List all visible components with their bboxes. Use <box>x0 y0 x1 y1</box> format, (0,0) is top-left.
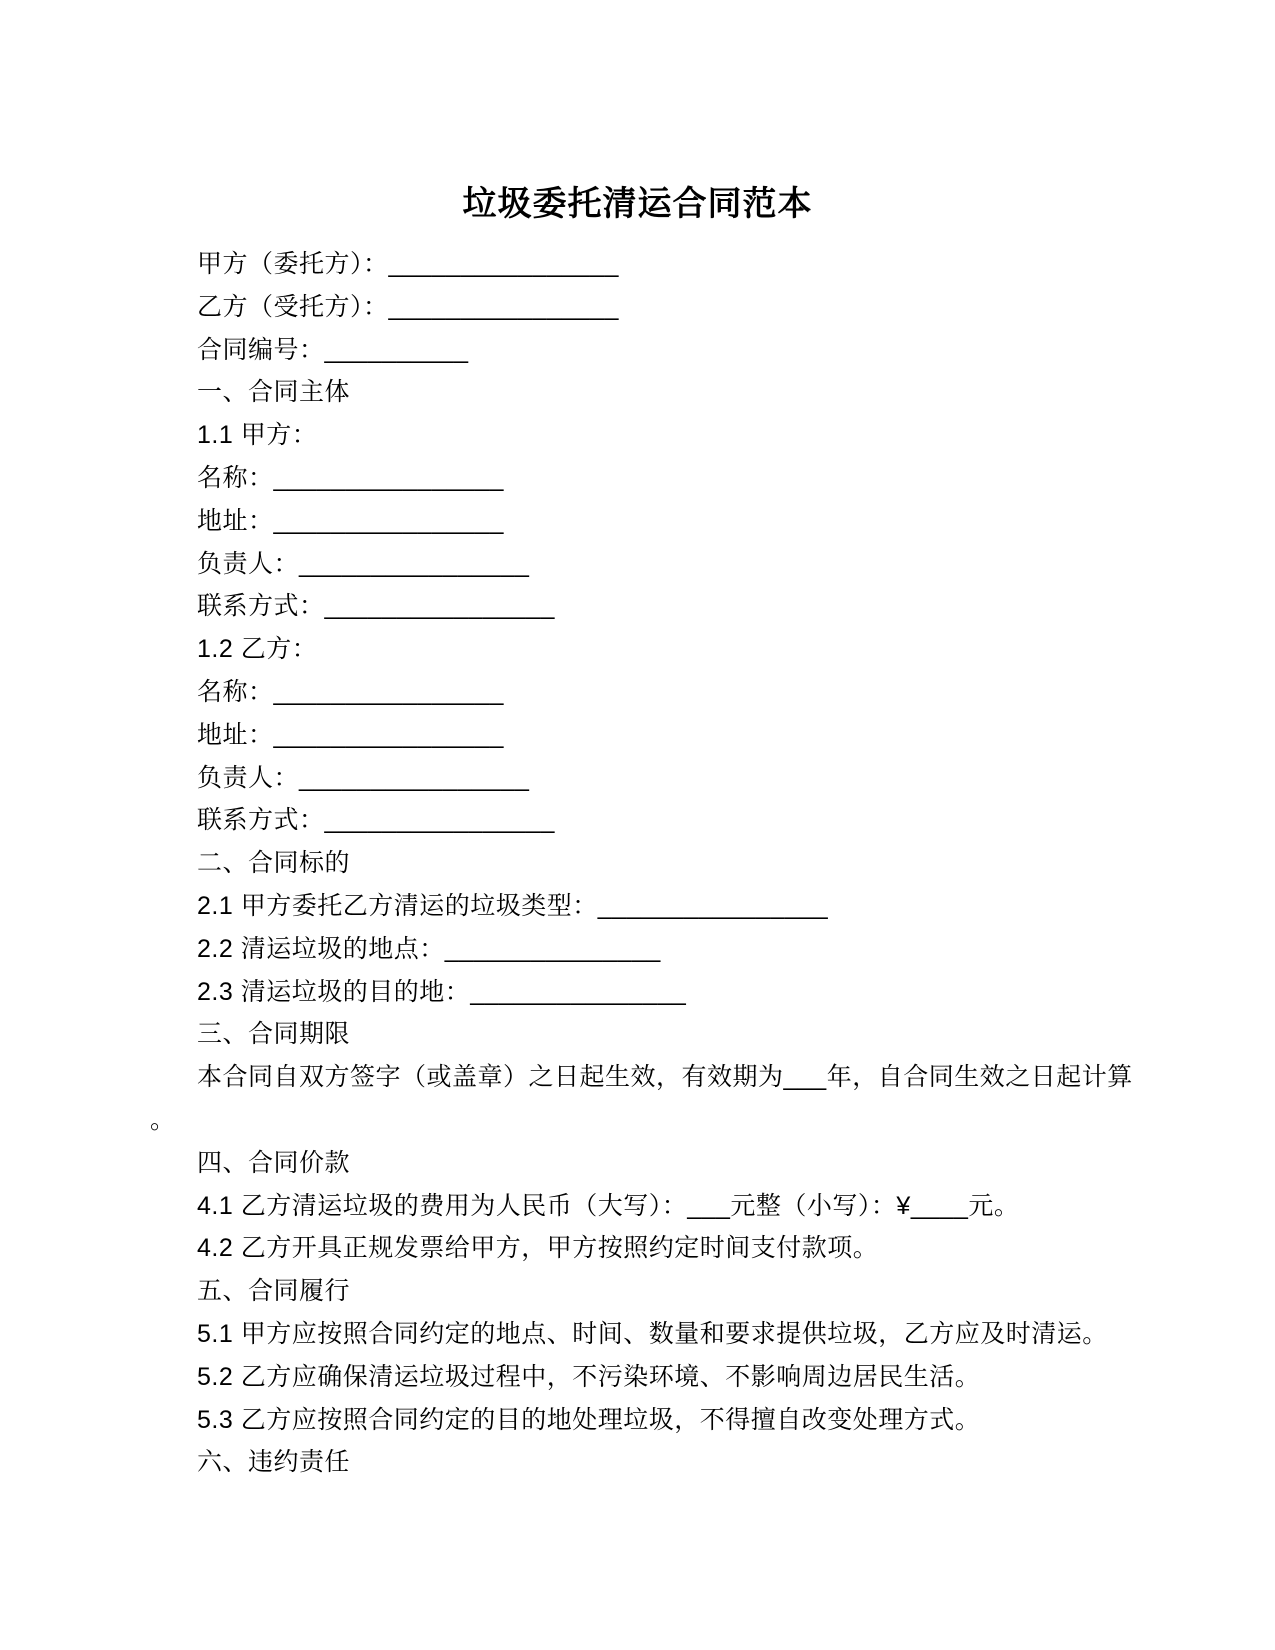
document-line: 甲方（委托方）：________________ <box>197 250 619 278</box>
document-line: 地址：________________ <box>197 720 504 749</box>
document-line: 2.1 甲方委托乙方清运的垃圾类型：________________ <box>197 891 829 920</box>
document-line: 5.3 乙方应按照合同约定的目的地处理垃圾，不得擅自改变处理方式。 <box>197 1405 981 1434</box>
document-line: 六、违约责任 <box>197 1448 351 1477</box>
document-line: 乙方（受托方）：________________ <box>197 292 619 321</box>
document-line: 合同编号：__________ <box>197 335 469 364</box>
document-line: 1.2 乙方： <box>197 635 318 664</box>
document-line: 负责人：________________ <box>197 763 530 792</box>
document-line: 负责人：________________ <box>197 549 530 578</box>
document-line: 名称：________________ <box>197 463 504 492</box>
document-line: 4.2 乙方开具正规发票给甲方，甲方按照约定时间支付款项。 <box>197 1234 879 1263</box>
document-line: 联系方式：________________ <box>197 592 555 621</box>
document-line: 本合同自双方签字（或盖章）之日起生效，有效期为___年，自合同生效之日起计算 <box>197 1063 1133 1092</box>
document-line: 5.2 乙方应确保清运垃圾过程中，不污染环境、不影响周边居民生活。 <box>197 1362 981 1391</box>
document-line: 1.1 甲方： <box>197 421 318 450</box>
document-line: 三、合同期限 <box>197 1020 351 1049</box>
document-body <box>150 243 1157 1484</box>
document-line: 地址：________________ <box>197 506 504 535</box>
document-line: 2.3 清运垃圾的目的地：_______________ <box>197 977 687 1006</box>
document-line: 2.2 清运垃圾的地点：_______________ <box>197 934 661 963</box>
document-line: 4.1 乙方清运垃圾的费用为人民币（大写）：___元整（小写）：¥____元。 <box>197 1191 1020 1220</box>
document-line: 。 <box>150 1105 176 1134</box>
document-line: 一、合同主体 <box>197 378 351 407</box>
document-line: 二、合同标的 <box>197 849 351 878</box>
document-line: 联系方式：________________ <box>197 806 555 835</box>
document-line: 五、合同履行 <box>197 1277 351 1306</box>
document-line: 5.1 甲方应按照合同约定的地点、时间、数量和要求提供垃圾，乙方应及时清运。 <box>197 1319 1108 1348</box>
document-line: 名称：________________ <box>197 677 504 706</box>
document-title: 垃圾委托清运合同范本 <box>462 185 813 223</box>
document-line: 四、合同价款 <box>197 1148 351 1177</box>
